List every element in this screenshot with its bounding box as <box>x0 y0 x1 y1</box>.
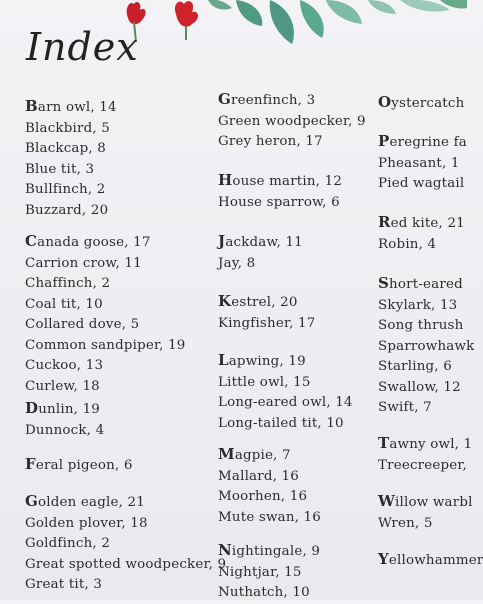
index-entry: Short-eared <box>378 274 463 292</box>
index-entry: Sparrowhawk <box>378 338 475 354</box>
letter-group <box>25 398 104 441</box>
index-entry: Curlew, 18 <box>25 378 100 394</box>
index-entry: Blue tit, 3 <box>25 161 95 177</box>
index-entry: Canada goose, 17 <box>25 232 151 250</box>
index-entry: House martin, 12 <box>218 171 343 189</box>
letter-group <box>218 291 315 334</box>
index-entry: Barn owl, 14 <box>25 97 117 115</box>
index-entry: Starling, 6 <box>378 359 452 374</box>
index-entry: Nightingale, 9 <box>218 541 321 559</box>
letter-group <box>378 131 467 195</box>
letter-group <box>218 231 303 274</box>
leaf-icon <box>208 0 467 44</box>
tulip-bud-icon <box>175 1 198 40</box>
index-entry: Jay, 8 <box>218 255 256 271</box>
letter-group <box>378 273 474 419</box>
index-entry: Jackdaw, 11 <box>218 232 303 250</box>
index-entry: Tawny owl, 1 <box>378 434 473 452</box>
index-entry: Treecreeper, <box>378 457 468 473</box>
letter-group <box>25 231 186 397</box>
index-entry: Willow warbl <box>378 492 473 510</box>
letter-group <box>218 444 321 528</box>
index-entry: Swift, 7 <box>378 400 432 415</box>
index-entry: Golden plover, 18 <box>25 515 148 531</box>
index-entry: Cuckoo, 13 <box>25 358 104 373</box>
index-entry: Nightjar, 15 <box>218 564 302 580</box>
index-entry: Lapwing, 19 <box>218 351 306 369</box>
index-entry: Green woodpecker, 9 <box>218 113 366 129</box>
letter-group <box>218 170 342 213</box>
index-entry: Kingfisher, 17 <box>218 315 316 331</box>
index-entry: Collared dove, 5 <box>25 317 140 332</box>
letter-group <box>378 92 464 115</box>
index-entry: Oystercatch <box>378 93 465 111</box>
index-entry: Song thrush <box>378 318 464 333</box>
index-entry: Yellowhammer <box>378 550 483 568</box>
index-entry: Red kite, 21 <box>378 213 465 231</box>
index-entry: Kestrel, 20 <box>218 292 298 310</box>
letter-group <box>218 350 353 434</box>
index-entry: Greenfinch, 3 <box>218 90 316 108</box>
index-entry: Blackcap, 8 <box>25 141 107 156</box>
index-entry: Magpie, 7 <box>218 445 291 463</box>
index-entry: Buzzard, 20 <box>25 202 109 218</box>
index-entry: Bullfinch, 2 <box>25 182 106 197</box>
index-entry: Long-eared owl, 14 <box>218 395 353 410</box>
index-entry: Mute swan, 16 <box>218 509 321 525</box>
letter-group <box>378 433 472 476</box>
letter-group <box>25 96 117 221</box>
index-entry: Carrion crow, 11 <box>25 255 142 271</box>
letter-group <box>218 89 366 153</box>
index-entry: Common sandpiper, 19 <box>25 337 186 353</box>
index-entry: Mallard, 16 <box>218 468 299 484</box>
index-entry: Chaffinch, 2 <box>25 276 111 291</box>
index-entry: Wren, 5 <box>378 515 433 531</box>
index-entry: Nuthatch, 10 <box>218 585 310 600</box>
index-entry: Goldfinch, 2 <box>25 536 111 551</box>
index-entry: Great spotted woodpecker, 9 <box>25 556 227 572</box>
letter-group <box>25 454 133 477</box>
index-entry: Little owl, 15 <box>218 374 311 390</box>
index-entry: Dunnock, 4 <box>25 422 105 438</box>
index-entry: Long-tailed tit, 10 <box>218 415 344 431</box>
index-entry: Great tit, 3 <box>25 577 103 592</box>
index-entry: House sparrow, 6 <box>218 194 340 210</box>
index-entry: Skylark, 13 <box>378 297 458 313</box>
letter-group <box>25 491 226 596</box>
index-entry: Feral pigeon, 6 <box>25 455 133 473</box>
index-entry: Moorhen, 16 <box>218 489 308 504</box>
letter-group <box>378 549 483 572</box>
index-entry: Peregrine fa <box>378 132 467 150</box>
letter-group <box>378 491 473 534</box>
index-entry: Swallow, 12 <box>378 379 461 395</box>
letter-group <box>218 540 320 604</box>
index-entry: Golden eagle, 21 <box>25 492 145 510</box>
letter-group <box>378 212 465 255</box>
index-entry: Robin, 4 <box>378 236 437 252</box>
index-entry: Coal tit, 10 <box>25 296 103 312</box>
page-title: Index <box>26 25 139 69</box>
index-entry: Pied wagtail <box>378 176 465 191</box>
index-entry: Pheasant, 1 <box>378 155 460 171</box>
index-entry: Grey heron, 17 <box>218 134 323 149</box>
index-entry: Blackbird, 5 <box>25 120 110 136</box>
index-entry: Dunlin, 19 <box>25 399 101 417</box>
